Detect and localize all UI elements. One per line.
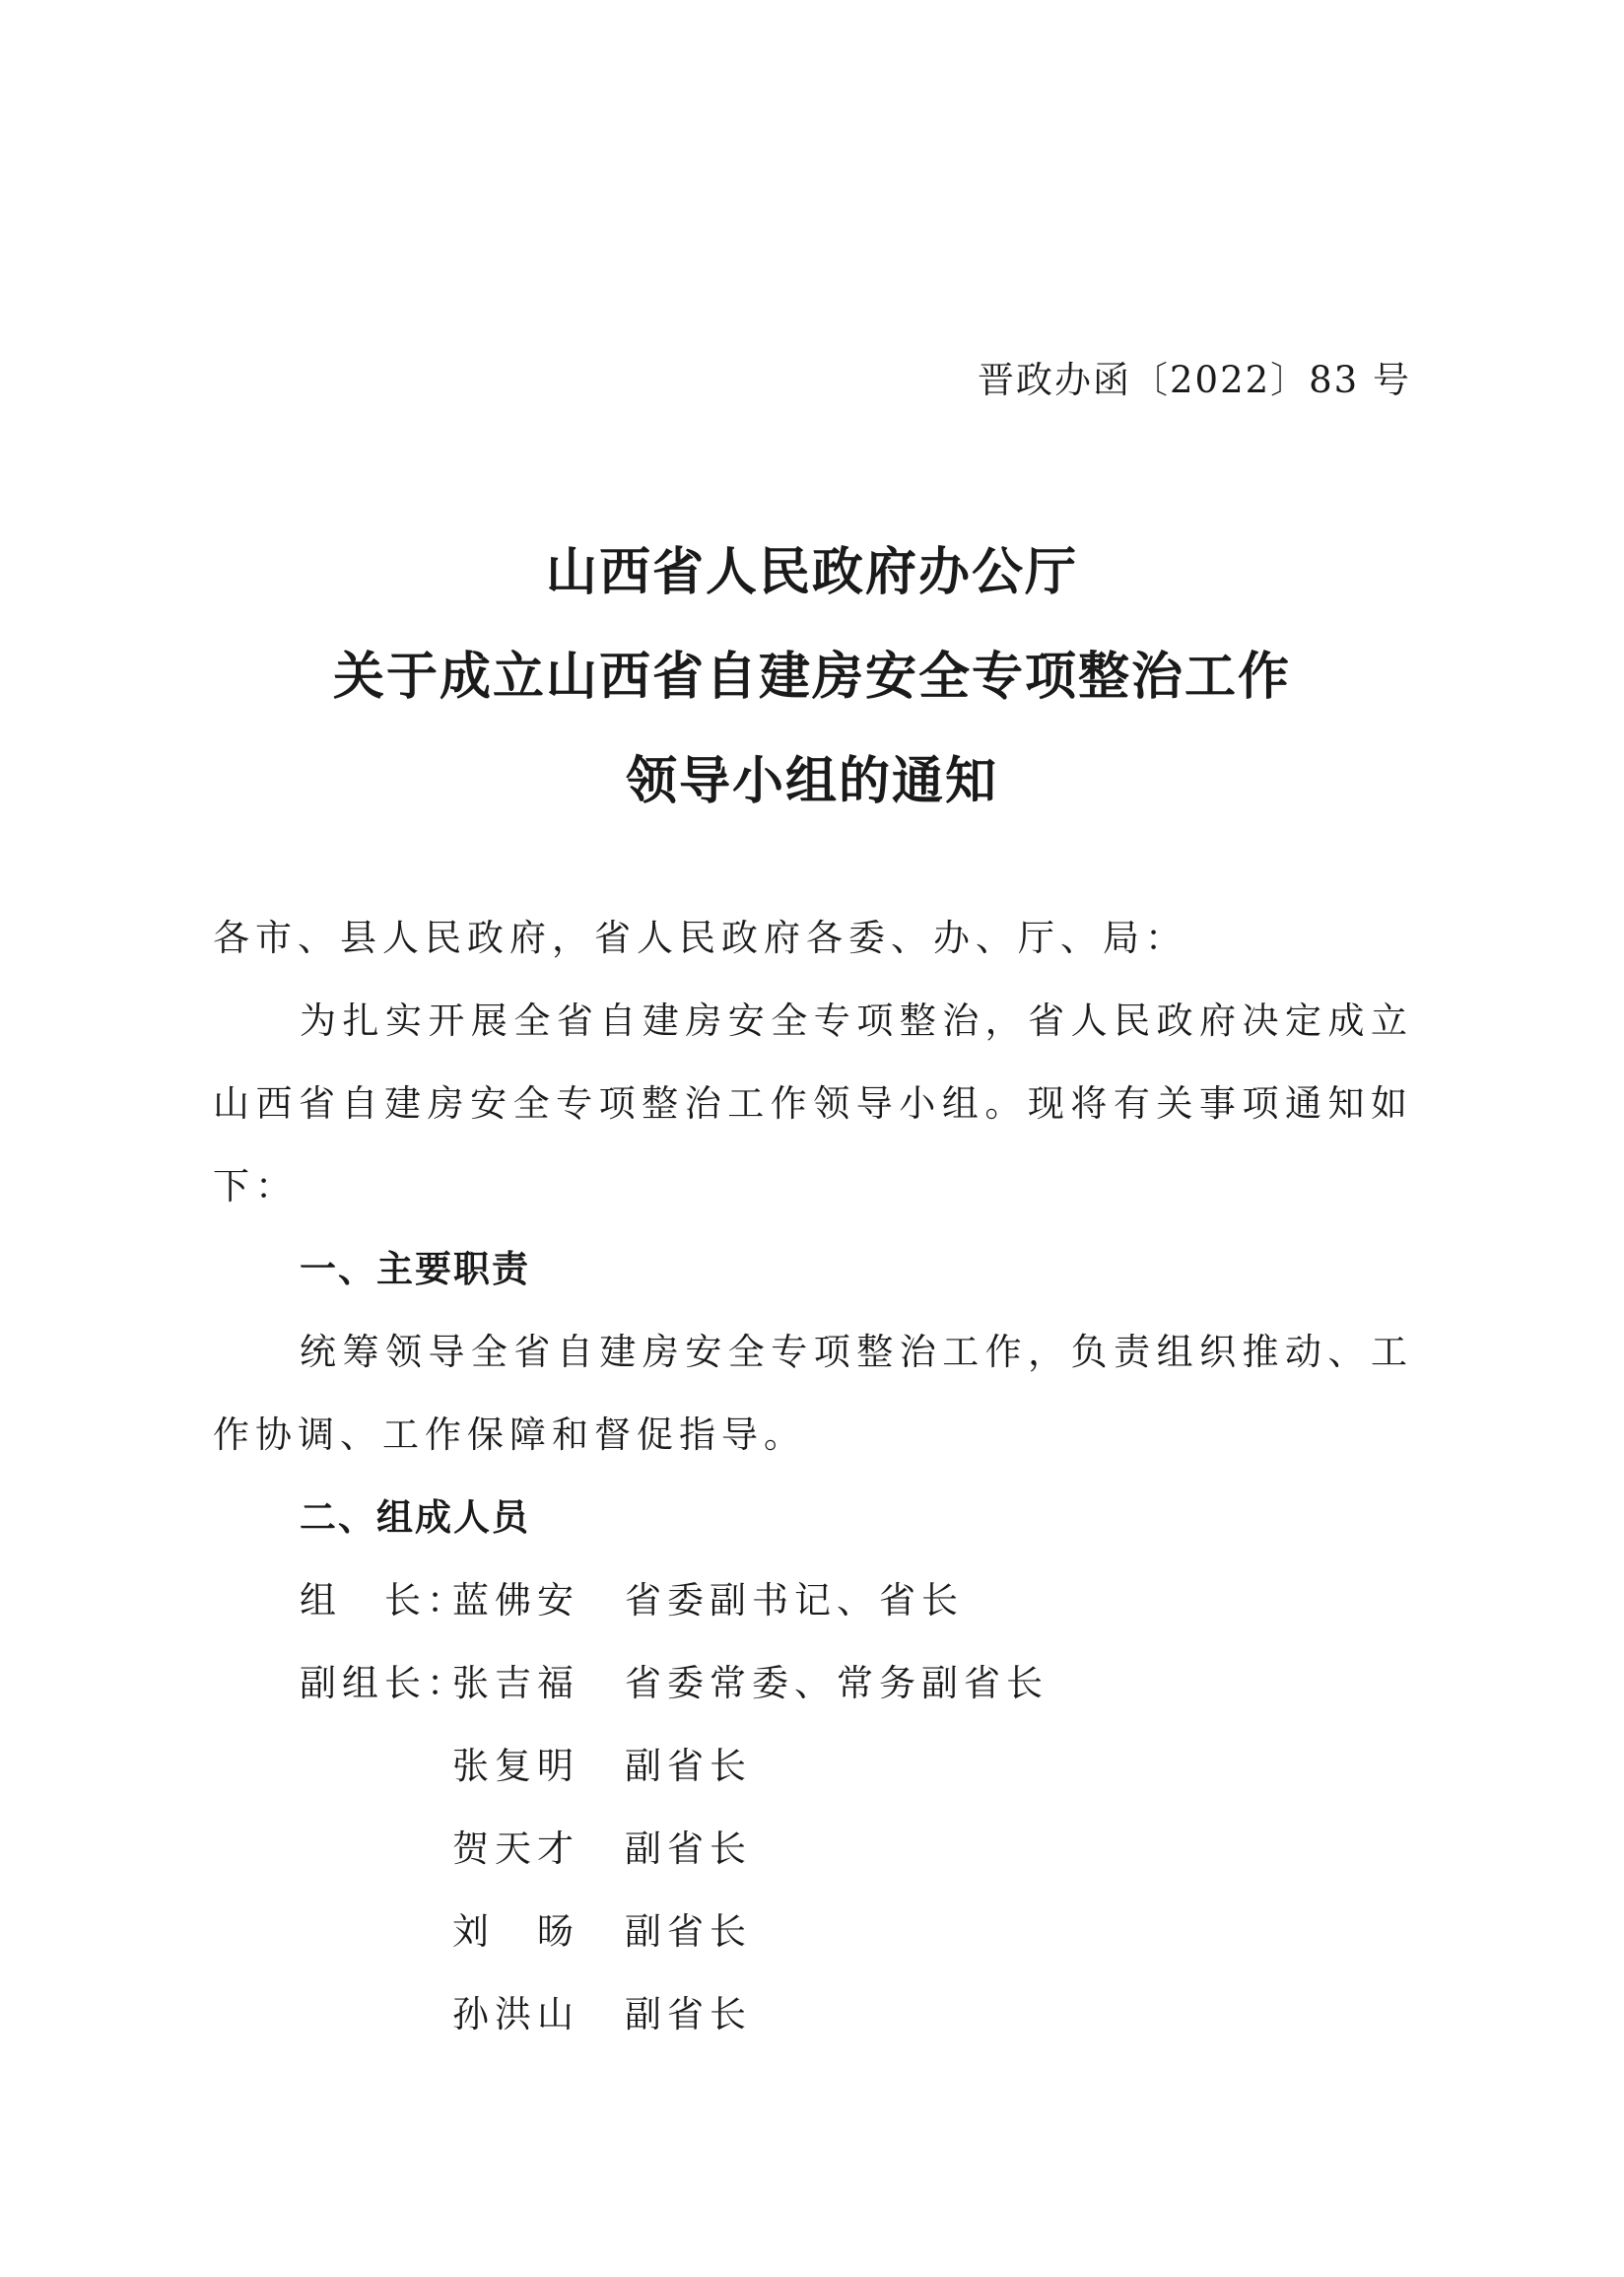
member-name: 张吉福 (452, 1662, 579, 1704)
member-role-label (300, 1973, 452, 2056)
member-title: 副省长 (625, 1828, 752, 1870)
member-name: 蓝佛安 (452, 1579, 579, 1622)
document-body (213, 897, 1413, 2056)
document-number: 晋政办函〔2022〕83 号 (977, 359, 1411, 401)
member-row (213, 1725, 1413, 1808)
section-heading-duties: 一、主要职责 (300, 1248, 530, 1290)
member-role-label (300, 1808, 452, 1891)
member-title: 省委副书记、省长 (625, 1579, 964, 1622)
member-title: 副省长 (625, 1745, 752, 1787)
member-name: 刘 旸 (452, 1910, 579, 1953)
title-line-1: 山西省人民政府办公厅 (545, 543, 1078, 602)
member-name: 贺天才 (452, 1828, 579, 1870)
salutation: 各市、县人民政府，省人民政府各委、办、厅、局： (213, 917, 1187, 959)
member-title: 省委常委、常务副省长 (625, 1662, 1049, 1704)
member-row (213, 1559, 1413, 1642)
member-row (213, 1808, 1413, 1891)
member-role-label (300, 1725, 452, 1808)
member-title: 副省长 (625, 1910, 752, 1953)
intro-paragraph: 为扎实开展全省自建房安全专项整治，省人民政府决定成立山西省自建房安全专项整治工作领导小组。现将有关事项通知如下： (213, 1000, 1413, 1208)
document-title (0, 520, 1624, 834)
member-role-label: 组 长： (300, 1579, 469, 1622)
member-row (213, 1973, 1413, 2056)
member-title: 副省长 (625, 1993, 752, 2036)
member-name: 张复明 (452, 1745, 579, 1787)
member-row (213, 1891, 1413, 1973)
member-name: 孙洪山 (452, 1993, 579, 2036)
title-line-2: 关于成立山西省自建房安全专项整治工作 (332, 648, 1291, 707)
member-role-label: 副组长： (300, 1662, 469, 1704)
member-role-label (300, 1891, 452, 1973)
section-text-duties: 统筹领导全省自建房安全专项整治工作，负责组织推动、工作协调、工作保障和督促指导。 (213, 1331, 1413, 1456)
section-heading-members: 二、组成人员 (300, 1496, 530, 1539)
member-row (213, 1642, 1413, 1725)
title-line-3: 领导小组的通知 (625, 752, 998, 811)
